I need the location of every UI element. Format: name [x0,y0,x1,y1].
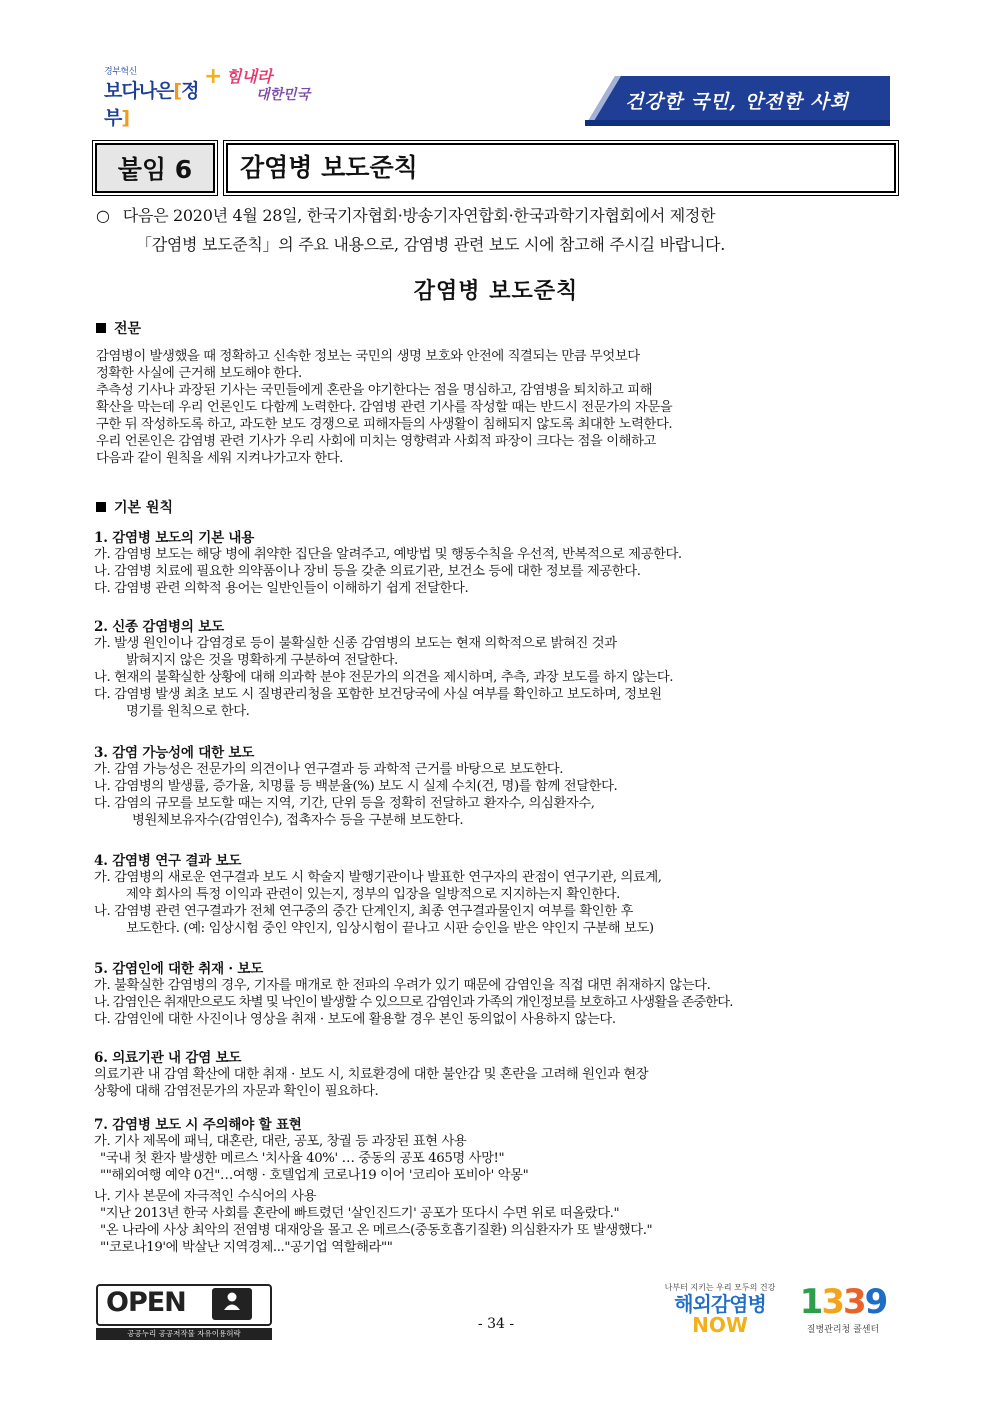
callcenter-digit: 3 [843,1282,865,1322]
callcenter-digit: 9 [864,1282,887,1322]
cheer-up-korea-logo: 힘내라 대한민국 [226,67,311,103]
plus-icon: + [204,64,223,89]
section-heading-preamble: 전문 [96,318,141,338]
government-innovation-logo: 경부혁신 보다나은[정부] + [104,64,223,129]
circle-bullet: ○ [96,206,110,225]
callcenter-digit: 3 [821,1282,843,1322]
attachment-tag: 붙임 6 [95,143,215,193]
principle-section-5: 5. 감염인에 대한 취재 · 보도 가. 불확실한 감염병의 경우, 기자를 매개로 한 전파의 우려가 있기 때문에 감염인을 직접 대면 취재하지 않는다. 나. 감염인은 취재만으로도 차별 및 낙인이 발생할 수 있으므로 감염인과 가족의 개인정보를 보호하고 사생활을 존중한다. 다. 감염인에 대한 사진이나 영상을 취재 · 보도에 활용할 경우 본인 동의없이 사용하지 않는다. [94,961,733,1027]
section-heading-principles: 기본 원칙 [96,497,173,517]
principle-section-6: 6. 의료기관 내 감염 보도 의료기관 내 감염 확산에 대한 취재 · 보도 시, 치료환경에 대한 불안감 및 혼란을 고려해 원인과 현장 상황에 대해 감염전문가의 자문과 확인이 필요하다. [94,1050,649,1099]
principle-section-4: 4. 감염병 연구 결과 보도 가. 감염병의 새로운 연구결과 보도 시 학술지 발행기관이나 발표한 연구자의 관점이 연구기관, 의료계, 제약 회사의 특정 이익과 관련이 있는지, 정부의 입장을 일방적으로 지지하는지 확인한다. 나. 감염병 관련 연구결과가 전체 연구중의 중간 단계인지, 최종 연구결과물인지 여부를 확인한 후 보도한다. (예: 임상시험 중인 약인지, 임상시험이 끝나고 시판 승인을 받은 약인지 구분해 보도) [94,853,662,936]
square-bullet-icon [96,502,106,512]
intro-paragraph: ○ 다음은 2020년 4월 28일, 한국기자협회·방송기자연합회·한국과학기자협회에서 제정한 「감염병 보도준칙」의 주요 내용으로, 감염병 관련 보도 시에 참고해 주시길 바랍니다. [96,201,896,259]
kdca-callcenter-logo: 1339 질병관리청 콜센터 [799,1282,887,1335]
slogan-banner: 건강한 국민, 안전한 사회 [585,70,890,126]
kogl-open-license-logo: OPEN 공공누리 공공저작물 자유이용허락 [96,1284,272,1340]
document-title: 감염병 보도준칙 [413,278,579,304]
principle-section-2: 2. 신종 감염병의 보도 가. 발생 원인이나 감염경로 등이 불확실한 신종 감염병의 보도는 현재 의학적으로 밝혀진 것과 밝혀지지 않은 것을 명확하게 구분하여 전달한다. 나. 현재의 불확실한 상황에 대해 의과학 분야 전문가의 의견을 제시하며, 추측, 과장 보도를 하지 않는다. 다. 감염병 발생 최초 보도 시 질병관리청을 포함한 보건당국에 사실 여부를 확인하고 보도하며, 정보원 명기를 원칙으로 한다. [94,619,674,719]
square-bullet-icon [96,323,106,333]
principle-section-7: 7. 감염병 보도 시 주의해야 할 표현 가. 기사 제목에 패닉, 대혼란, 대란, 공포, 창궐 등 과장된 표현 사용 "국내 첫 환자 발생한 메르스 '치사율 40%' … 중동의 공포 465명 사망!" ""해외여행 예약 0건"…여행 · 호텔업계 코로나19 이어 '코리아 포비아' 악몽" 나. 기사 본문에 자극적인 수식어의 사용 "지난 2013년 한국 사회를 혼란에 빠트렸던 '살인진드기' 공포가 또다시 수면 위로 떠올랐다." "온 나라에 사상 최악의 전염병 대재앙을 몰고 온 메르스(중동호흡기질환) 의심환자가 또 발생했다." "'코로나19'에 박살난 지역경제..."공기업 역할해라"" [94,1117,653,1255]
callcenter-number [800,1282,887,1322]
preamble-text: 감염병이 발생했을 때 정확하고 신속한 정보는 국민의 생명 보호와 안전에 직결되는 만큼 무엇보다 정확한 사실에 근거해 보도해야 한다. 추측성 기사나 과장된 기사는 국민들에게 혼란을 야기한다는 점을 명심하고, 감염병을 퇴치하고 피해 확산을 막는데 우리 언론인도 다함께 노력한다. 감염병 관련 기사를 작성할 때는 반드시 전문가의 자문을 구한 뒤 작성하도록 하고, 과도한 보도 경쟁으로 피해자들의 사생활이 침해되지 않도록 최대한 노력한다. 우리 언론인은 감염병 관련 기사가 우리 사회에 미치는 영향력과 사회적 파장이 크다는 점을 이해하고 다음과 같이 원칙을 세워 지켜나가고자 한다. [96,349,673,466]
page-number: - 34 - [477,1316,515,1332]
callcenter-digit: 1 [799,1282,822,1322]
page-title: 감염병 보도준칙 [226,143,896,193]
principle-section-3: 3. 감염 가능성에 대한 보도 가. 감염 가능성은 전문가의 의견이나 연구결과 등 과학적 근거를 바탕으로 보도한다. 나. 감염병의 발생률, 증가율, 치명률 등 백분율(%) 보도 시 실제 수치(건, 명)를 함께 전달한다. 다. 감염의 규모를 보도할 때는 지역, 기간, 단위 등을 정확히 전달하고 환자수, 의심환자수, 병원체보유자수(감염인수), 접촉자수 등을 구분해 보도한다. [94,745,618,828]
overseas-infectious-disease-now-logo: 나부터 지키는 우리 모두의 건강 해외감염병 NOW [664,1283,776,1337]
principle-section-1: 1. 감염병 보도의 기본 내용 가. 감염병 보도는 해당 병에 취약한 집단을 알려주고, 예방법 및 행동수칙을 우선적, 반복적으로 제공한다. 나. 감염병 치료에 필요한 의약품이나 장비 등을 갖춘 의료기관, 보건소 등에 대한 정보를 제공한다. 다. 감염병 관련 의학적 용어는 일반인들이 이해하기 쉽게 전달한다. [94,530,682,596]
